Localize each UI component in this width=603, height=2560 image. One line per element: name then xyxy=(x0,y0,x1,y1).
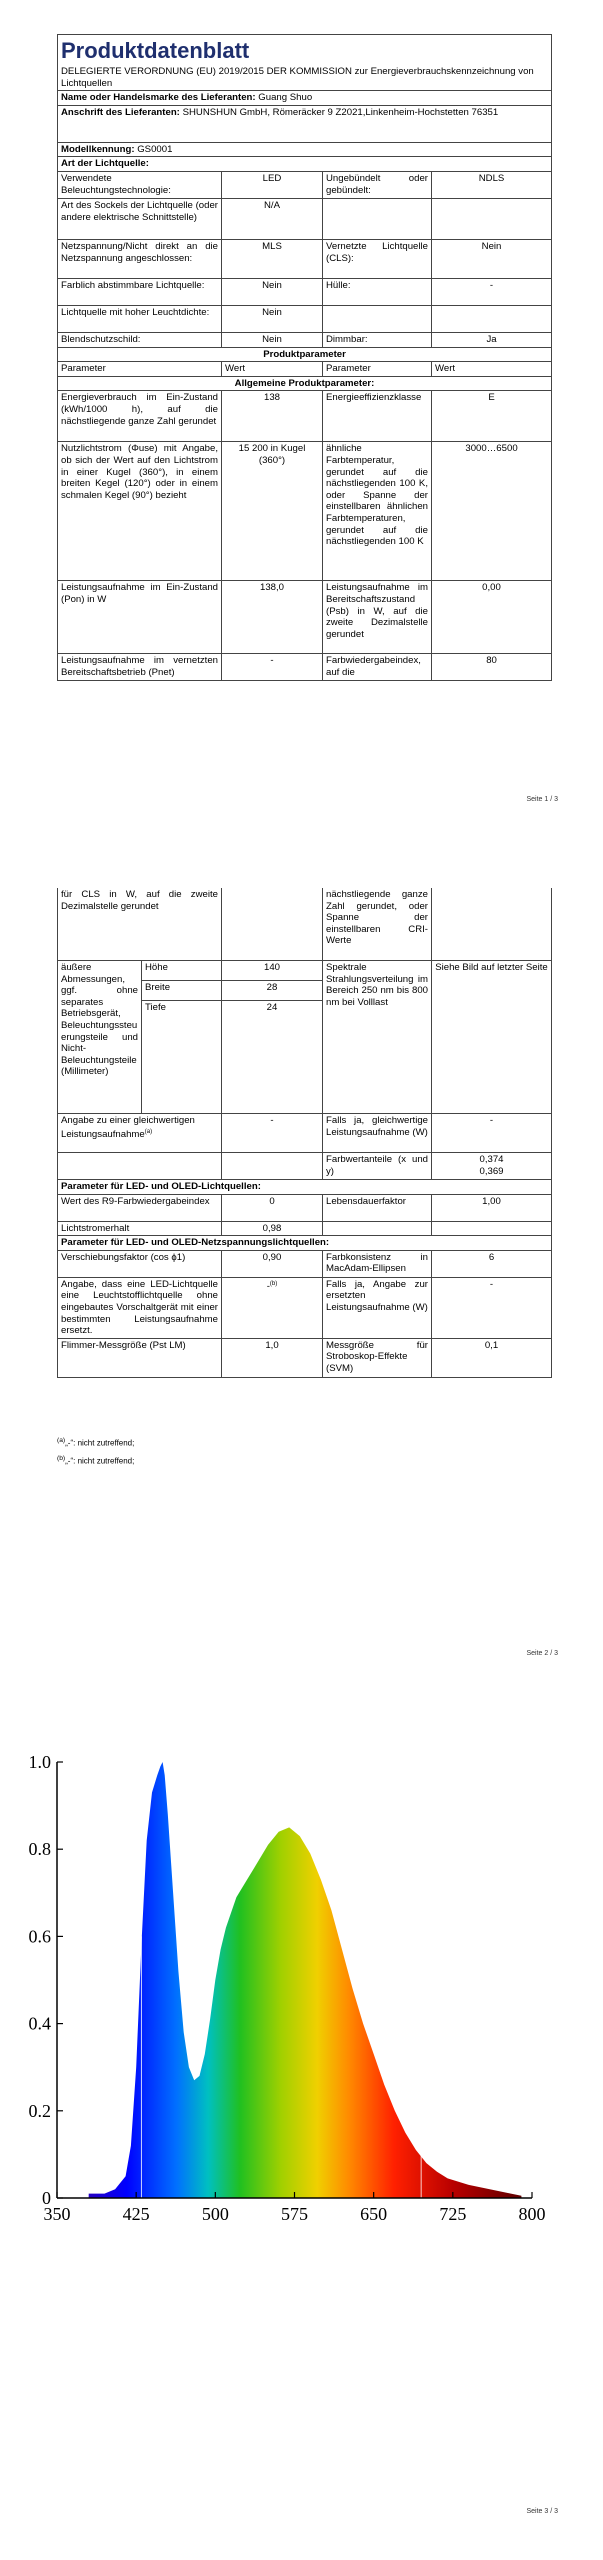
table-row xyxy=(58,305,552,332)
row-label xyxy=(58,1153,222,1180)
row-value: 15 200 in Kugel (360°) xyxy=(222,442,323,581)
spectrum-area xyxy=(89,1762,522,2198)
table-row xyxy=(58,391,552,442)
chroma-x: 0,374 xyxy=(479,1154,504,1165)
x-tick-label: 350 xyxy=(43,2204,71,2220)
model-row xyxy=(58,142,552,157)
row-label: Wert des R9-Farbwiedergabeindex xyxy=(58,1194,222,1221)
row-label: Lebensdauerfaktor xyxy=(323,1194,432,1221)
row-value xyxy=(432,1221,552,1236)
address-label: Anschrift des Lieferanten: xyxy=(61,106,180,118)
footnote-mark: (b) xyxy=(57,1455,66,1462)
table-row xyxy=(58,171,552,198)
dimension-value: 28 xyxy=(222,981,323,1001)
table-row xyxy=(58,581,552,654)
table-row xyxy=(58,198,552,239)
row-value xyxy=(432,888,552,961)
row-value: Ja xyxy=(432,332,552,347)
dimension-value: 140 xyxy=(222,961,323,981)
row-label xyxy=(323,198,432,239)
table-row xyxy=(58,1153,552,1180)
row-value: 0,00 xyxy=(432,581,552,654)
row-value: 0 xyxy=(222,1194,323,1221)
column-header-value: Wert xyxy=(222,362,323,377)
row-value xyxy=(432,1153,552,1180)
product-datasheet-table-continued xyxy=(57,888,552,1378)
page-number: Seite 2 / 3 xyxy=(526,1650,558,1657)
footnote-text: „-“: nicht zutreffend; xyxy=(65,1438,135,1448)
row-label: Blendschutzschild: xyxy=(58,332,222,347)
row-value: Nein xyxy=(222,278,323,305)
replace-value: - xyxy=(266,1280,270,1292)
row-value: LED xyxy=(222,171,323,198)
supplier-address: SHUNSHUN GmbH, Römeräcker 9 Z2021,Linkenheim-Hochstetten 76351 xyxy=(182,106,499,118)
row-label: Dimmbar: xyxy=(323,332,432,347)
row-value xyxy=(222,888,323,961)
row-value: 3000…6500 xyxy=(432,442,552,581)
row-label: Energieverbrauch im Ein-Zustand (kWh/1000 h), auf die nächstliegende ganze Zahl gerundet xyxy=(58,391,222,442)
table-row xyxy=(58,1250,552,1277)
row-label xyxy=(323,1221,432,1236)
spectral-distribution-chart xyxy=(0,1740,603,2220)
y-tick-label: 0.2 xyxy=(28,2100,51,2121)
row-value: 1,0 xyxy=(222,1338,323,1377)
row-label: Angabe, dass eine LED-Lichtquelle eine Leuchtstofflichtquelle ohne eingebautes Vorschaltgerät mit einer bestimmten Leistungsaufnahme ersetzt. xyxy=(58,1277,222,1338)
spectral-value: Siehe Bild auf letzter Seite xyxy=(432,961,552,1114)
supplier-address-row xyxy=(58,105,552,142)
row-value: - xyxy=(432,1277,552,1338)
row-label: Art des Sockels der Lichtquelle (oder andere elektrische Schnittstelle) xyxy=(58,198,222,239)
led-params-header: Parameter für LED- und OLED-Lichtquellen: xyxy=(58,1180,552,1195)
row-label: Lichtstromerhalt xyxy=(58,1221,222,1236)
row-label: Leistungsaufnahme im vernetzten Bereitschaftsbetrieb (Pnet) xyxy=(58,654,222,681)
row-value: 0,1 xyxy=(432,1338,552,1377)
row-label: Falls ja, gleichwertige Leistungsaufnahme (W) xyxy=(323,1114,432,1153)
y-tick-label: 0 xyxy=(42,2188,51,2208)
supplier-name-label: Name oder Handelsmarke des Lieferanten: xyxy=(61,92,256,104)
product-datasheet-table xyxy=(57,34,552,681)
x-tick-label: 650 xyxy=(360,2204,388,2220)
x-tick-label: 500 xyxy=(201,2204,229,2220)
table-row xyxy=(58,442,552,581)
row-value: 0,90 xyxy=(222,1250,323,1277)
row-label: Hülle: xyxy=(323,278,432,305)
row-value: 138,0 xyxy=(222,581,323,654)
row-label: Farblich abstimmbare Lichtquelle: xyxy=(58,278,222,305)
row-value xyxy=(222,1277,323,1338)
table-row xyxy=(58,278,552,305)
general-params-header: Allgemeine Produktparameter: xyxy=(58,376,552,391)
table-row xyxy=(58,1194,552,1221)
row-label: Farbwiedergabeindex, auf die xyxy=(323,654,432,681)
row-label: ähnliche Farbtemperatur, gerundet auf die nächstliegenden 100 K, oder Spanne der einstellbaren ähnlichen Farbtemperaturen, gerundet auf die nächstliegenden 100 K xyxy=(323,442,432,581)
row-value xyxy=(432,305,552,332)
row-label: Lichtquelle mit hoher Leuchtdichte: xyxy=(58,305,222,332)
page-number: Seite 1 / 3 xyxy=(526,796,558,803)
table-row xyxy=(58,239,552,278)
row-value: 138 xyxy=(222,391,323,442)
y-tick-label: 0.8 xyxy=(28,1839,51,1860)
equiv-label: Angabe zu einer gleichwertigen Leistungsaufnahme xyxy=(61,1115,195,1140)
row-label xyxy=(58,1114,222,1153)
dimension-key: Breite xyxy=(142,981,222,1001)
row-value: MLS xyxy=(222,239,323,278)
supplier-name-row xyxy=(58,91,552,106)
y-tick-label: 0.6 xyxy=(28,1926,51,1947)
row-label: Flimmer-Messgröße (Pst LM) xyxy=(58,1338,222,1377)
row-value: 1,00 xyxy=(432,1194,552,1221)
column-header-value: Wert xyxy=(432,362,552,377)
page-number: Seite 3 / 3 xyxy=(526,2508,558,2515)
row-label: Leistungsaufnahme im Ein-Zustand (Pon) in W xyxy=(58,581,222,654)
row-value: N/A xyxy=(222,198,323,239)
footnote-text: „-“: nicht zutreffend; xyxy=(65,1456,135,1466)
column-header-parameter: Parameter xyxy=(323,362,432,377)
x-tick-label: 575 xyxy=(281,2204,308,2220)
light-source-type-header: Art der Lichtquelle: xyxy=(58,157,552,172)
footnote-mark: (a) xyxy=(144,1128,153,1135)
supplier-name: Guang Shuo xyxy=(258,92,313,104)
table-row xyxy=(58,1221,552,1236)
row-value: - xyxy=(222,654,323,681)
plot-area xyxy=(29,1752,546,2220)
row-value: 0,98 xyxy=(222,1221,323,1236)
row-value: Nein xyxy=(222,332,323,347)
row-label: Verschiebungsfaktor (cos ϕ1) xyxy=(58,1250,222,1277)
table-row xyxy=(58,888,552,961)
x-tick-label: 725 xyxy=(439,2204,467,2220)
table-row xyxy=(58,654,552,681)
dimension-value: 24 xyxy=(222,1001,323,1114)
x-tick-label: 800 xyxy=(518,2204,546,2220)
footnote-mark: (a) xyxy=(57,1437,66,1444)
model-label: Modellkennung: xyxy=(61,143,135,155)
dimension-key: Höhe xyxy=(142,961,222,981)
row-value xyxy=(432,198,552,239)
product-params-header: Produktparameter xyxy=(58,347,552,362)
footnote-a xyxy=(57,1437,134,1448)
row-value: 6 xyxy=(432,1250,552,1277)
row-value: NDLS xyxy=(432,171,552,198)
x-tick-label: 425 xyxy=(122,2204,150,2220)
dimension-key: Tiefe xyxy=(142,1001,222,1114)
page-title: Produktdatenblatt xyxy=(61,38,250,63)
chroma-y: 0,369 xyxy=(479,1165,504,1177)
table-row xyxy=(58,332,552,347)
table-row xyxy=(58,1338,552,1377)
row-label xyxy=(323,305,432,332)
row-label: Ungebündelt oder gebündelt: xyxy=(323,171,432,198)
row-value xyxy=(222,1153,323,1180)
row-value: Nein xyxy=(432,239,552,278)
row-value: E xyxy=(432,391,552,442)
model-id: GS0001 xyxy=(137,143,173,155)
row-value: 80 xyxy=(432,654,552,681)
row-label: Leistungsaufnahme im Bereitschaftszustand (Psb) in W, auf die zweite Dezimalstelle gerundet xyxy=(323,581,432,654)
table-row xyxy=(58,1277,552,1338)
table-row xyxy=(58,961,552,981)
y-tick-label: 0.4 xyxy=(28,2013,51,2034)
row-value: Nein xyxy=(222,305,323,332)
footnote-mark: (b) xyxy=(269,1280,278,1287)
mains-params-header: Parameter für LED- und OLED-Netzspannungslichtquellen: xyxy=(58,1236,552,1251)
column-header-parameter: Parameter xyxy=(58,362,222,377)
row-label: Vernetzte Lichtquelle (CLS): xyxy=(323,239,432,278)
regulation-text: DELEGIERTE VERORDNUNG (EU) 2019/2015 DER KOMMISSION zur Energieverbrauchskennzeichnung von Lichtquellen xyxy=(58,65,552,91)
row-label: Netzspannung/Nicht direkt an die Netzspannung angeschlossen: xyxy=(58,239,222,278)
row-value: - xyxy=(222,1114,323,1153)
spectral-label: Spektrale Strahlungsverteilung im Bereich 250 nm bis 800 nm bei Volllast xyxy=(323,961,432,1114)
row-label: Energieeffizienzklasse xyxy=(323,391,432,442)
dimensions-label: äußere Abmessungen, ggf. ohne separates Betriebsgerät, Beleuchtungssteuerungsteile und Nicht-Beleuchtungsteile (Millimeter) xyxy=(58,961,142,1114)
row-label: nächstliegende ganze Zahl gerundet, oder Spanne der einstellbaren CRI-Werte xyxy=(323,888,432,961)
row-label: Nutzlichtstrom (Φuse) mit Angabe, ob sich der Wert auf den Lichtstrom in einer Kugel (360°), in einem breiten Kegel (120°) oder in einem schmalen Kegel (90°) bezieht xyxy=(58,442,222,581)
row-label: Falls ja, Angabe zur ersetzten Leistungsaufnahme (W) xyxy=(323,1277,432,1338)
row-value: - xyxy=(432,1114,552,1153)
row-label: Messgröße für Stroboskop-Effekte (SVM) xyxy=(323,1338,432,1377)
y-tick-label: 1.0 xyxy=(28,1752,51,1772)
row-label: Verwendete Beleuchtungstechnologie: xyxy=(58,171,222,198)
row-label: Farbwertanteile (x und y) xyxy=(323,1153,432,1180)
table-row xyxy=(58,1114,552,1153)
row-value: - xyxy=(432,278,552,305)
row-label: für CLS in W, auf die zweite Dezimalstelle gerundet xyxy=(58,888,222,961)
footnote-b xyxy=(57,1455,134,1466)
column-header-row xyxy=(58,362,552,377)
row-label: Farbkonsistenz in MacAdam-Ellipsen xyxy=(323,1250,432,1277)
